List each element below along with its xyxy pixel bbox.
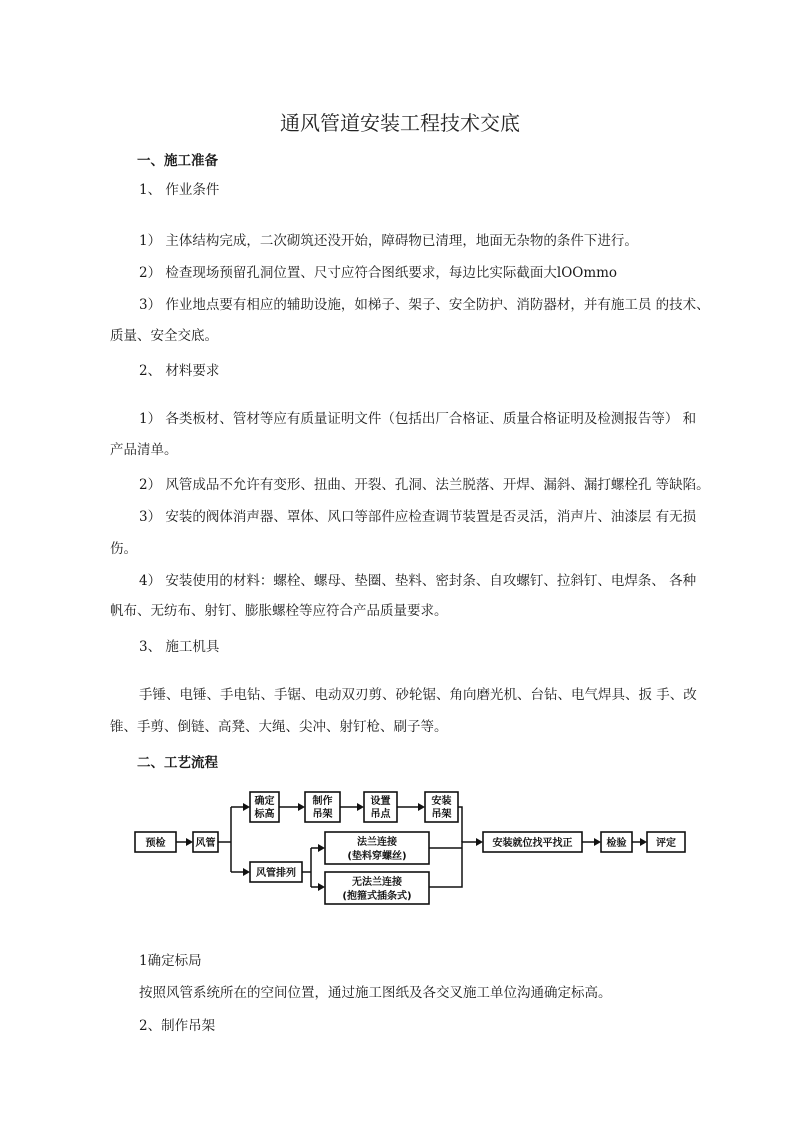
flow-label: 吊点 — [370, 809, 391, 820]
arrow-icon — [243, 803, 250, 811]
arrow-icon — [640, 838, 647, 846]
arrow-icon — [318, 883, 325, 891]
flow-box-queding-biaogao — [250, 792, 279, 822]
flow-label: 风管 — [195, 838, 216, 849]
flow-label: (抱箍式插条式) — [342, 891, 412, 902]
arrow-icon — [298, 803, 305, 811]
paragraph-line: 按照风管系统所在的空间位置，通过施工图纸及各交叉施工单位沟通确定标高。 — [139, 985, 612, 1001]
flow-label: 安装就位找平找正 — [492, 838, 573, 849]
arrow-icon — [476, 838, 483, 846]
paragraph-line: 帆布、无纺布、射钉、膨胀螺栓等应符合产品质量要求。 — [110, 603, 448, 619]
paragraph-line: 锥、手剪、倒链、高凳、大绳、尖冲、射钉枪、刷子等。 — [110, 719, 448, 735]
arrow-icon — [243, 868, 250, 876]
connector — [218, 807, 243, 872]
paragraph-line: 4） 安装使用的材料：螺栓、螺母、垫圈、垫料、密封条、自攻螺钉、拉斜钉、电焊条、 各种 — [139, 573, 697, 589]
flow-label: 确定 — [254, 796, 275, 807]
paragraph-line: 3） 作业地点要有相应的辅助设施，如梯子、架子、安全防护、消防器材，并有施工员 的技术、 — [139, 297, 710, 313]
item-heading-determine-elevation: 1确定标局 — [139, 953, 202, 969]
paragraph-line: 伤。 — [110, 541, 137, 557]
connector — [429, 842, 476, 887]
item-heading-make-hangers: 2、制作吊架 — [139, 1018, 216, 1034]
arrow-icon — [318, 844, 325, 852]
flow-box-anzhuang-jiuwei — [483, 832, 582, 852]
page-title: 通风管道安装工程技术交底 — [280, 111, 520, 135]
paragraph-line: 3） 安装的阀体消声器、罩体、风口等部件应检查调节装置是否灵活，消声片、油漆层 有无损 — [139, 509, 697, 525]
flow-box-pingding — [647, 832, 685, 852]
paragraph-line: 1） 各类板材、管材等应有质量证明文件（包括出厂合格证、质量合格证明及检测报告等） 和 — [139, 411, 697, 427]
subheading-material-requirements: 2、 材料要求 — [139, 363, 220, 379]
flow-label: 制作 — [312, 796, 333, 807]
section-heading-process-flow: 二、工艺流程 — [137, 755, 218, 771]
flow-label: 检验 — [606, 838, 627, 849]
flow-label: 风管排列 — [256, 868, 296, 879]
paragraph-line: 质量、安全交底。 — [110, 328, 218, 344]
flow-box-fengguan — [193, 832, 218, 852]
paragraph-line: 产品清单。 — [110, 442, 178, 458]
paragraph-line: 手锤、电锤、手电钻、手锯、电动双刃剪、砂轮锯、角向磨光机、台钻、电气焊具、扳 手、改 — [139, 687, 697, 703]
subheading-work-conditions: 1、 作业条件 — [139, 182, 220, 198]
flow-box-falan-lianjie — [325, 832, 429, 864]
flow-box-wufalan-lianjie — [325, 872, 429, 904]
arrow-icon — [357, 803, 364, 811]
flow-label: 评定 — [656, 838, 676, 849]
arrow-icon — [418, 803, 425, 811]
flow-label: 无法兰连接 — [352, 877, 402, 888]
flow-label: 安装 — [431, 796, 452, 807]
flow-label: (垫料穿螺丝) — [347, 851, 407, 862]
process-flowchart — [0, 770, 800, 920]
connector — [302, 848, 318, 887]
subheading-tools: 3、 施工机具 — [139, 639, 220, 655]
paragraph-line: 1） 主体结构完成，二次砌筑还没开始，障碍物已清理，地面无杂物的条件下进行。 — [139, 233, 638, 249]
flow-label: 吊架 — [312, 809, 333, 820]
flow-label: 设置 — [370, 796, 391, 807]
flow-box-jianyan — [601, 832, 632, 852]
arrow-icon — [594, 838, 601, 846]
section-heading-construction-prep: 一、施工准备 — [137, 153, 218, 169]
flow-box-fengguan-pailie — [250, 862, 302, 882]
flow-label: 标高 — [254, 809, 275, 820]
flow-label: 法兰连接 — [357, 837, 397, 848]
arrow-icon — [186, 838, 193, 846]
flow-label: 预检 — [145, 838, 166, 849]
flow-box-yujian — [135, 832, 176, 852]
flow-label: 吊架 — [431, 809, 452, 820]
flow-box-shezhi-diaodian — [364, 792, 397, 822]
flow-box-anzhuang-diaojia — [425, 792, 458, 822]
flow-box-zhizuo-diaojia — [305, 792, 340, 822]
paragraph-line: 2） 检查现场预留孔洞位置、尺寸应符合图纸要求，每边比实际截面大lOOmmo — [139, 265, 618, 281]
paragraph-line: 2） 风管成品不允许有变形、扭曲、开裂、孔洞、法兰脱落、开焊、漏斜、漏打螺栓孔 等缺陷。 — [139, 477, 710, 493]
